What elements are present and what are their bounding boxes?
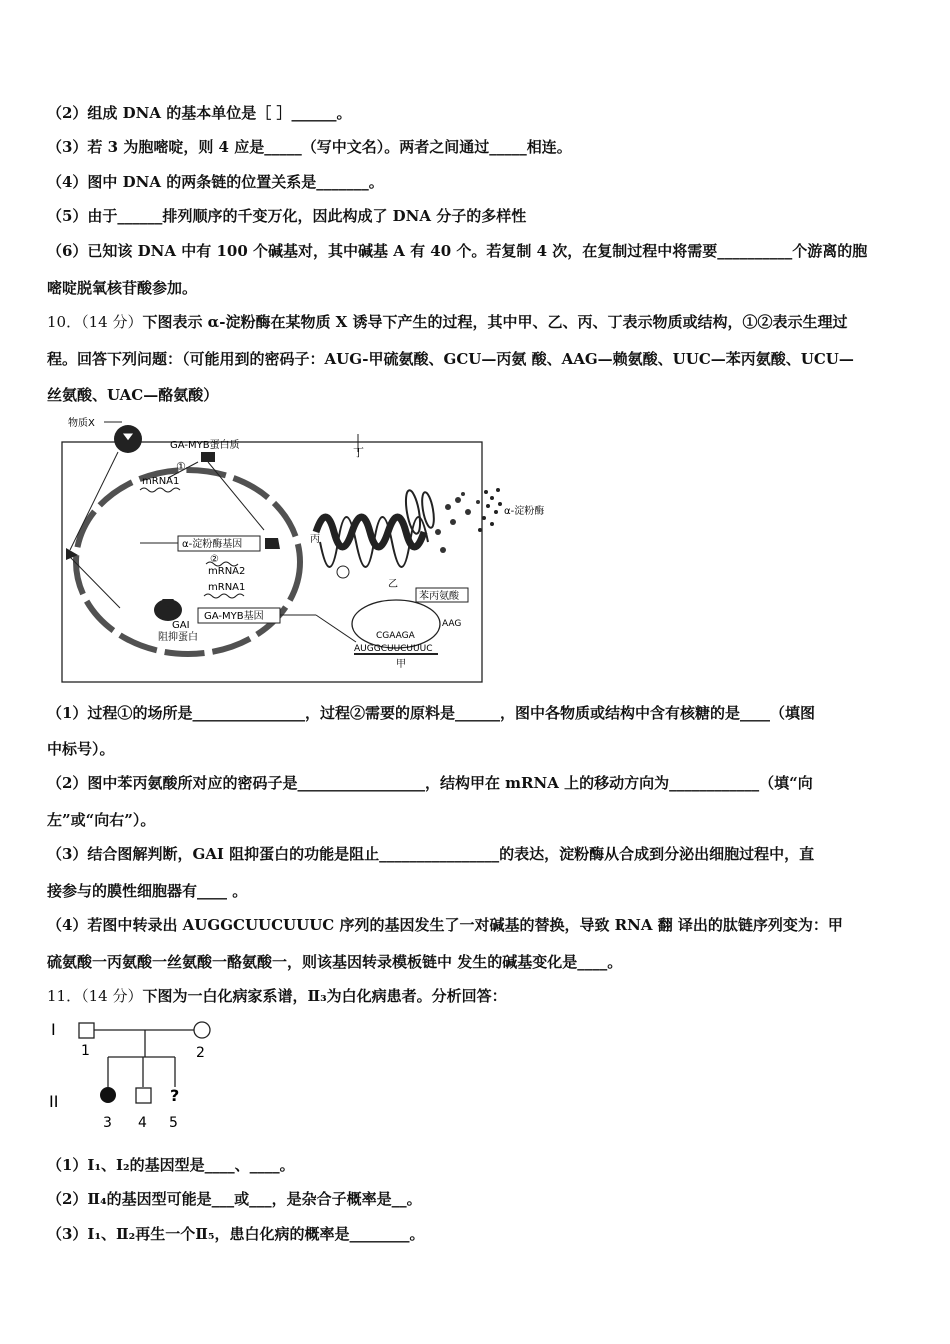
q10-part1-line2: 中标号）。 [47,740,115,758]
label-yi: 乙 [388,579,398,590]
label-alpha-amylase: α-淀粉酶 [504,506,545,517]
label-ii3: 3 [103,1115,112,1131]
mrna1-top-strand [140,488,180,492]
q10-part4-line2: 硫氨酸一丙氨酸一丝氨酸一酪氨酸一，则该基因转录模板链中 发生的碱基变化是____。 [47,953,623,971]
individual-ii4-male [136,1088,151,1103]
label-mrna-seq: AUGGCUUCUUUC [354,644,433,654]
q10-stem-line2: 程。回答下列问题：（可能用到的密码子：AUG-甲硫氨酸、GCU—丙氨 酸、AAG—赖氨酸、UUC—苯丙氨酸、UCU— [47,350,854,368]
q10-stem-line3: 丝氨酸、UAC—酪氨酸） [47,386,219,404]
q9-part3: （3）若 3 为胞嘧啶，则 4 应是_____（写中文名）。两者之间通过_____相连。 [47,138,572,156]
individual-i1-male [79,1023,94,1038]
label-step1: ① [176,460,186,473]
q10-part3-line1: （3）结合图解判断，GAI 阻抑蛋白的功能是阻止________________的表达，淀粉酶从合成到分泌出细胞过程中，直 [47,845,815,863]
arrow-x-down [70,452,118,550]
individual-ii5-unknown: ? [170,1086,180,1105]
q11-part1: （1）Ⅰ₁、Ⅰ₂的基因型是____、____。 [47,1156,295,1174]
label-substance-x: 物质X [68,418,95,429]
q10-part3-line2: 接参与的膜性细胞器有____ 。 [47,882,248,900]
q9-part6-line1: （6）已知该 DNA 中有 100 个碱基对，其中碱基 A 有 40 个。若复制 4 次，在复制过程中将需要__________个游离的胞 [47,242,868,260]
label-ii4: 4 [138,1115,147,1131]
label-cgaaga: CGAAGA [376,631,415,641]
q10-part2-line1: （2）图中苯丙氨酸所对应的密码子是_________________，结构甲在 mRNA 上的移动方向为____________（填“向 [47,774,813,792]
q10-part2-line2: 左”或“向右”）。 [47,811,156,829]
q11-stem [47,986,907,1006]
label-ga-myb-protein: GA-MYB蛋白质 [170,440,240,451]
label-i1: 1 [81,1043,90,1059]
generation-2-label: II [49,1092,59,1111]
label-bing: 丙 [310,534,320,545]
albinism-pedigree [45,1015,245,1135]
generation-1-label: I [51,1020,56,1039]
label-step2: ② [210,554,219,565]
q9-part4: （4）图中 DNA 的两条链的位置关系是_______。 [47,173,384,191]
q10-stem-text: 下图表示 α-淀粉酶在某物质 X 诱导下产生的过程，其中甲、乙、丙、丁表示物质或结构，①②表示生理过 [142,313,848,331]
q9-part2: （2）组成 DNA 的基本单位是［ ］______。 [47,104,352,122]
q9-part5: （5）由于______排列顺序的千变万化，因此构成了 DNA 分子的多样性 [47,207,527,225]
label-ding: 丁 [353,446,364,459]
q9-part6-line2: 嘧啶脱氧核苷酸参加。 [47,279,198,297]
q10-stem-line1 [47,312,907,332]
label-ii5: 5 [169,1115,178,1131]
label-ga-myb-gene: GA-MYB基因 [204,611,264,622]
q11-part3: （3）Ⅰ₁、Ⅱ₂再生一个Ⅱ₅，患白化病的概率是________。 [47,1225,425,1243]
label-gai: GAI [172,620,190,631]
label-mrna2: mRNA2 [208,566,246,577]
q11-part2: （2）Ⅱ₄的基因型可能是___或___，是杂合子概率是__。 [47,1190,422,1208]
label-mrna1-mid: mRNA1 [208,582,246,593]
q11-number: 11．（14 分） [47,987,143,1005]
label-gai-protein: 阻抑蛋白 [158,632,198,643]
label-alpha-amylase-gene: α-淀粉酶基因 [182,539,243,550]
label-phe: 苯丙氨酸 [419,591,459,602]
ga-myb-protein-icon [201,452,215,462]
label-mrna1-top: mRNA1 [142,476,180,487]
q10-part1-line1: （1）过程①的场所是_______________，过程②需要的原料是______，图中各物质或结构中含有核糖的是____（填图 [47,704,815,722]
label-aag: AAG [442,619,462,629]
label-i2: 2 [196,1045,205,1061]
q11-stem-text: 下图为一白化病家系谱，Ⅱ₃为白化病患者。分析回答： [142,987,507,1005]
q10-part4-line1: （4）若图中转录出 AUGGCUUCUUUC 序列的基因发生了一对碱基的替换，导致 RNA 翻 译出的肽链序列变为：甲 [47,916,843,934]
endoplasmic-reticulum [316,517,424,547]
ga-myb-bound-icon [265,538,280,549]
label-jia: 甲 [396,659,406,670]
amylase-induction-diagram [58,412,558,687]
q10-number: 10．（14 分） [47,313,143,331]
individual-ii3-affected-female [100,1087,116,1103]
individual-i2-female [194,1022,210,1038]
